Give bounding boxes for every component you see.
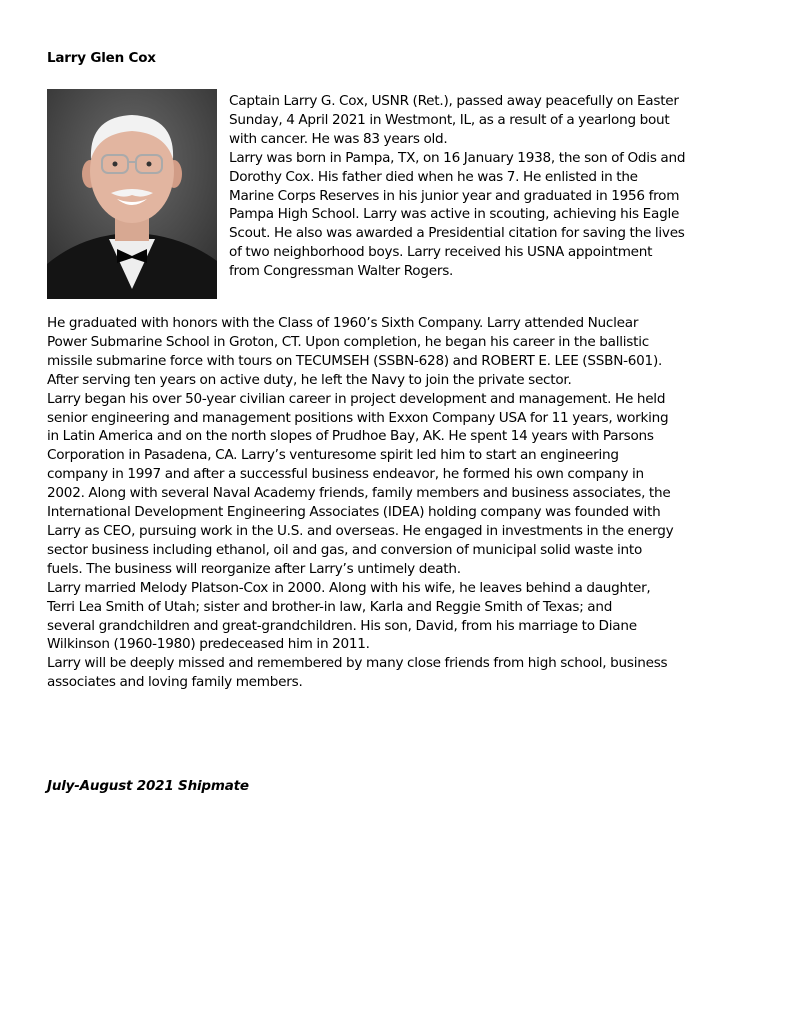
body-line: company in 1997 and after a successful business endeavor, he formed his own company in bbox=[47, 466, 644, 483]
body-line: Corporation in Pasadena, CA. Larry’s venturesome spirit led him to start an engineering bbox=[47, 447, 619, 464]
intro-paragraph bbox=[229, 92, 769, 281]
body-line: After serving ten years on active duty, he left the Navy to join the private sector. bbox=[47, 371, 572, 388]
portrait-photo bbox=[47, 89, 217, 299]
body-line: Larry as CEO, pursuing work in the U.S. and overseas. He engaged in investments in the energy bbox=[47, 522, 674, 539]
body-line: Larry will be deeply missed and remembered by many close friends from high school, business bbox=[47, 655, 668, 672]
intro-line: Scout. He also was awarded a Presidential citation for saving the lives bbox=[229, 225, 685, 242]
body-line: Power Submarine School in Groton, CT. Upon completion, he began his career in the ballistic bbox=[47, 333, 649, 350]
body-line: fuels. The business will reorganize after Larry’s untimely death. bbox=[47, 560, 461, 577]
page-title: Larry Glen Cox bbox=[47, 50, 156, 66]
intro-line: of two neighborhood boys. Larry received his USNA appointment bbox=[229, 244, 653, 261]
body-line: 2002. Along with several Naval Academy friends, family members and business associates, the bbox=[47, 485, 671, 502]
intro-line: with cancer. He was 83 years old. bbox=[229, 130, 448, 147]
intro-line: Pampa High School. Larry was active in scouting, achieving his Eagle bbox=[229, 206, 680, 223]
intro-line: Sunday, 4 April 2021 in Westmont, IL, as a result of a yearlong bout bbox=[229, 111, 670, 128]
body-line: missile submarine force with tours on TECUMSEH (SSBN-628) and ROBERT E. LEE (SSBN-601). bbox=[47, 352, 663, 369]
body-line: Wilkinson (1960-1980) predeceased him in 2011. bbox=[47, 636, 370, 653]
body-line: Larry married Melody Platson-Cox in 2000. Along with his wife, he leaves behind a daughter, bbox=[47, 579, 651, 596]
body-line: He graduated with honors with the Class of 1960’s Sixth Company. Larry attended Nuclear bbox=[47, 315, 639, 331]
body-line: Terri Lea Smith of Utah; sister and brother-in law, Karla and Reggie Smith of Texas; and bbox=[47, 598, 613, 615]
body-line: in Latin America and on the north slopes of Prudhoe Bay, AK. He spent 14 years with Parsons bbox=[47, 428, 654, 445]
intro-line: Larry was born in Pampa, TX, on 16 January 1938, the son of Odis and bbox=[229, 149, 686, 166]
source-citation: July-August 2021 Shipmate bbox=[47, 778, 249, 794]
body-line: International Development Engineering Associates (IDEA) holding company was founded with bbox=[47, 504, 661, 521]
body-line: sector business including ethanol, oil and gas, and conversion of municipal solid waste into bbox=[47, 541, 643, 558]
body-line: associates and loving family members. bbox=[47, 674, 303, 691]
body-line: senior engineering and management positions with Exxon Company USA for 11 years, working bbox=[47, 409, 669, 426]
body-line: Larry began his over 50-year civilian career in project development and management. He held bbox=[47, 390, 666, 407]
intro-line: Marine Corps Reserves in his junior year and graduated in 1956 from bbox=[229, 187, 680, 204]
intro-line: Captain Larry G. Cox, USNR (Ret.), passed away peacefully on Easter bbox=[229, 93, 679, 109]
intro-line: from Congressman Walter Rogers. bbox=[229, 263, 454, 280]
intro-line: Dorothy Cox. His father died when he was 7. He enlisted in the bbox=[229, 168, 638, 185]
body-line: several grandchildren and great-grandchildren. His son, David, from his marriage to Diane bbox=[47, 617, 637, 634]
body-text bbox=[47, 314, 767, 692]
